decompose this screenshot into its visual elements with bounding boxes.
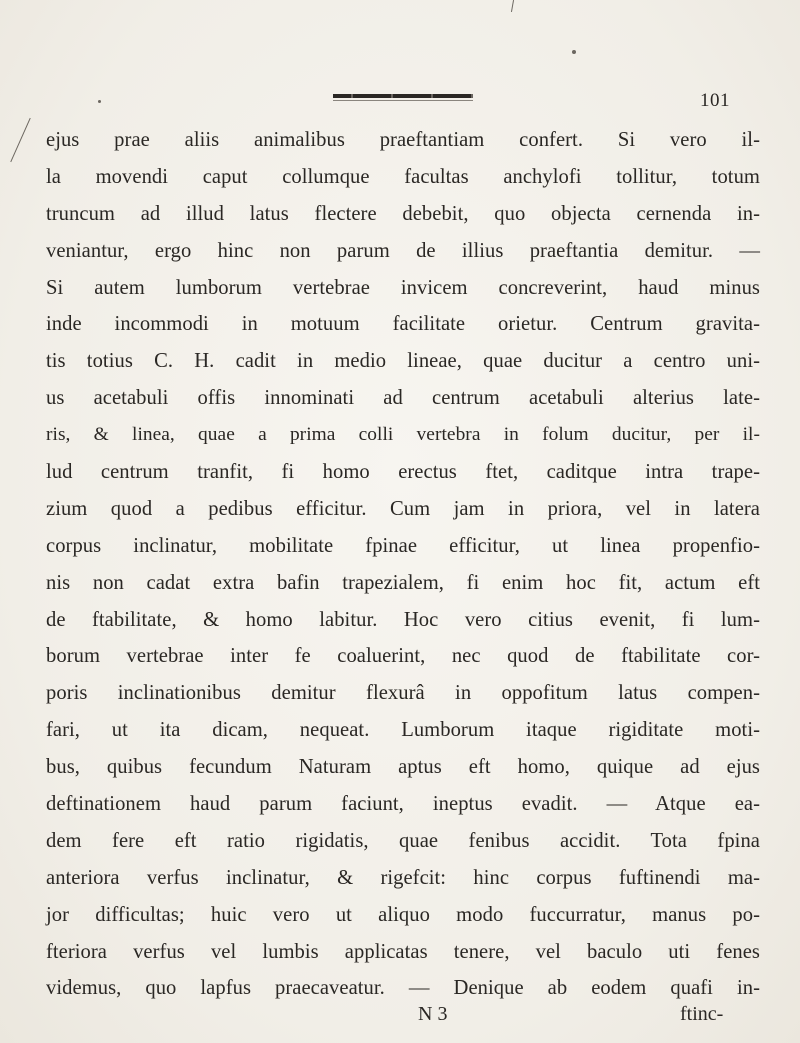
header-ornament-rule xyxy=(333,94,473,98)
text-line: nis non cadat extra bafin trapezialem, fi enim hoc fit, actum eft xyxy=(46,571,760,594)
text-line: zium quod a pedibus efficitur. Cum jam in priora, vel in latera xyxy=(46,497,760,520)
text-line: videmus, quo lapfus praecaveatur. — Denique ab eodem quafi in- xyxy=(46,977,760,1000)
catchword: ftinc- xyxy=(680,1003,724,1025)
text-line: Si autem lumborum vertebrae invicem concreverint, haud minus xyxy=(46,276,760,299)
text-line: corpus inclinatur, mobilitate fpinae efficitur, ut linea propenfio- xyxy=(46,534,760,557)
ink-spot xyxy=(98,100,101,103)
text-line: us acetabuli offis innominati ad centrum acetabuli alterius late- xyxy=(46,387,760,410)
ink-spot xyxy=(572,50,576,54)
text-line: fari, ut ita dicam, nequeat. Lumborum itaque rigiditate moti- xyxy=(46,719,760,742)
signature-mark: N 3 xyxy=(418,1003,448,1025)
text-line: jor difficultas; huic vero ut aliquo modo fuccurratur, manus po- xyxy=(46,903,760,926)
text-line: poris inclinationibus demitur flexurâ in oppofitum latus compen- xyxy=(46,682,760,705)
text-line: lud centrum tranfit, fi homo erectus ftet, caditque intra trape- xyxy=(46,461,760,484)
margin-mark xyxy=(511,0,514,12)
margin-mark xyxy=(10,118,30,162)
text-line: la movendi caput collumque facultas anchylofi tollitur, totum xyxy=(46,165,760,188)
header-ornament-rule-thin xyxy=(333,100,473,101)
page-number: 101 xyxy=(700,90,730,111)
text-line: ejus prae aliis animalibus praeftantiam confert. Si vero il- xyxy=(46,129,760,151)
text-line: tis totius C. H. cadit in medio lineae, quae ducitur a centro uni- xyxy=(46,350,760,373)
text-line: borum vertebrae inter fe coaluerint, nec quod de ftabilitate cor- xyxy=(46,645,760,668)
body-text xyxy=(46,122,760,1007)
text-line: truncum ad illud latus flectere debebit, quo objecta cernenda in- xyxy=(46,202,760,225)
text-line: anteriora verfus inclinatur, & rigefcit: hinc corpus fuftinendi ma- xyxy=(46,866,760,889)
text-line: veniantur, ergo hinc non parum de illius praeftantia demitur. — xyxy=(46,239,760,262)
text-line: ris, & linea, quae a prima colli vertebra in folum ducitur, per il- xyxy=(46,424,760,446)
page-footer xyxy=(418,1003,758,1037)
text-line: deftinationem haud parum faciunt, ineptus evadit. — Atque ea- xyxy=(46,793,760,816)
text-line: bus, quibus fecundum Naturam aptus eft homo, quique ad ejus xyxy=(46,756,760,779)
text-line: de ftabilitate, & homo labitur. Hoc vero citius evenit, fi lum- xyxy=(46,608,760,631)
text-line: dem fere eft ratio rigidatis, quae fenibus accidit. Tota fpina xyxy=(46,829,760,852)
text-line: inde incommodi in motuum facilitate orietur. Centrum gravita- xyxy=(46,313,760,336)
text-line: fteriora verfus vel lumbis applicatas tenere, vel baculo uti fenes xyxy=(46,940,760,963)
